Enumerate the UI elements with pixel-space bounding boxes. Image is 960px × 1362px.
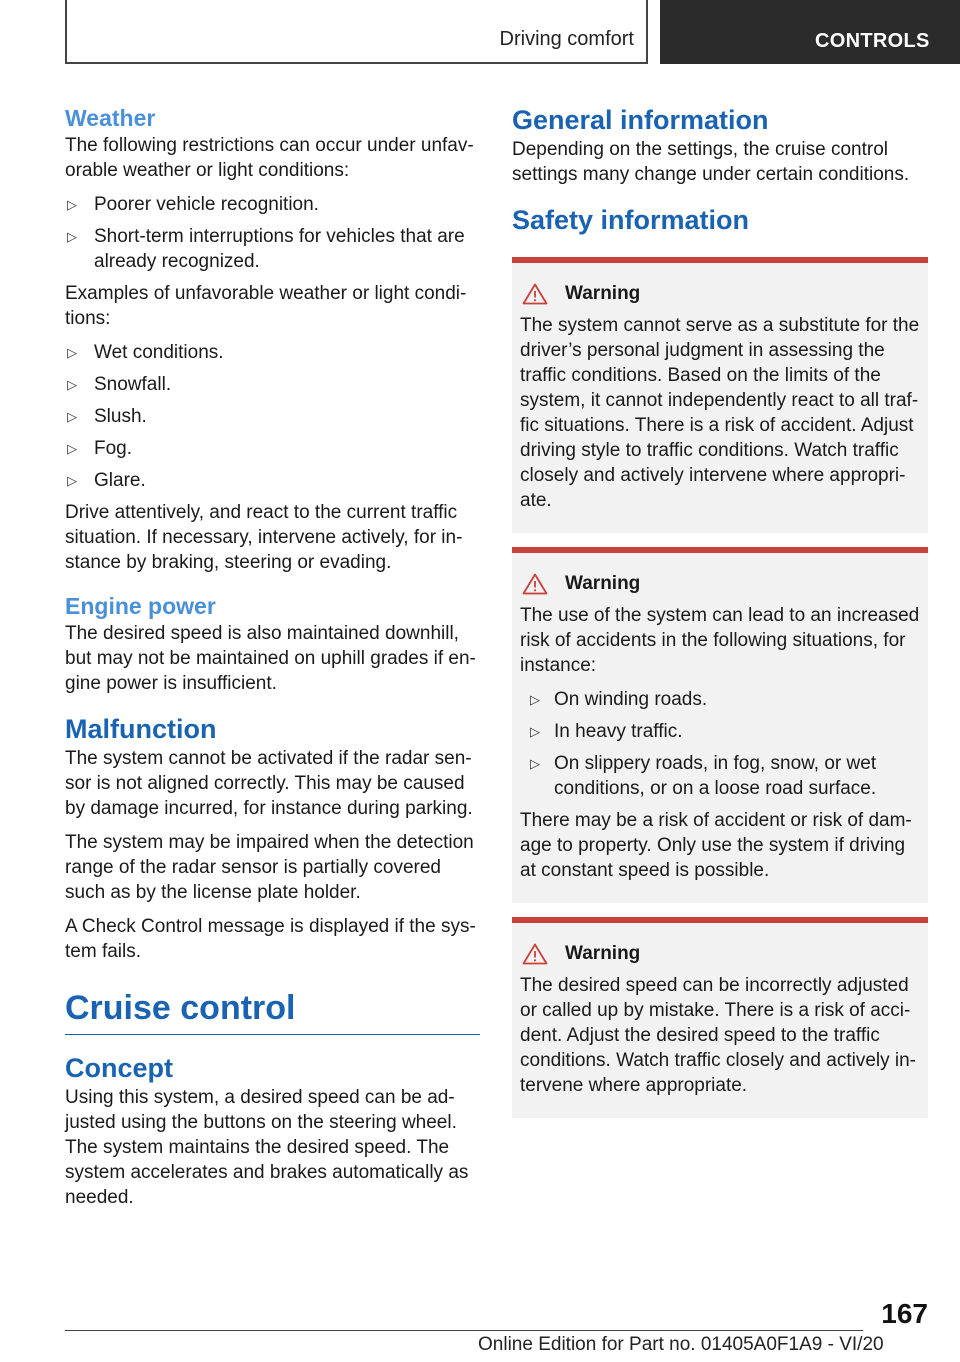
triangle-bullet-icon: ▷ <box>67 441 77 456</box>
warning-box <box>512 547 928 903</box>
engine-power-heading: Engine power <box>65 593 216 619</box>
general-information-heading: General information <box>512 105 769 135</box>
cruise-control-heading: Cruise control <box>65 989 296 1027</box>
warning-text: The use of the system can lead to an increased risk of accidents in the following situations, for instance: <box>520 605 920 676</box>
weather-intro: The following restrictions can occur under unfav‐orable weather or light conditions: <box>65 135 474 181</box>
malfunction-p2: The system may be impaired when the detection range of the radar sensor is partially covered such as by the license plate holder. <box>65 832 474 903</box>
concept-heading: Concept <box>65 1053 173 1083</box>
page-number: 167 <box>881 1298 928 1329</box>
list-item: ▷ Slush. <box>67 406 147 427</box>
weather-examples-list <box>65 340 480 493</box>
triangle-bullet-icon: ▷ <box>530 692 540 707</box>
triangle-bullet-icon: ▷ <box>67 377 77 392</box>
malfunction-p3: A Check Control message is displayed if the sys‐tem fails. <box>65 916 476 962</box>
weather-heading: Weather <box>65 105 156 131</box>
warning-header <box>520 941 922 966</box>
list-item: ▷ Fog. <box>67 438 133 459</box>
list-item: ▷ On slippery roads, in fog, snow, or wet conditions, or on a loose road surface. <box>530 753 877 799</box>
triangle-bullet-icon: ▷ <box>67 473 77 488</box>
warning-triangle-icon <box>522 943 548 965</box>
warning-title: Warning <box>565 573 641 594</box>
triangle-bullet-icon: ▷ <box>67 197 77 212</box>
cruise-control-title-block <box>65 986 480 1035</box>
header-section-title: Driving comfort <box>499 28 634 50</box>
weather-examples: Examples of unfavorable weather or light condi‐tions: <box>65 283 467 329</box>
warning-text: The desired speed can be incorrectly adjusted or called up by mistake. There is a risk of acci‐dent. Adjust the desired speed to the traffic conditions. Watch traffic closely and actively in‐tervene where appropriate. <box>520 975 917 1096</box>
header-chapter-title: CONTROLS <box>815 30 930 52</box>
warning-after-text: There may be a risk of accident or risk of dam‐age to property. Only use the system if driving at constant speed is possible. <box>520 810 912 881</box>
weather-outro: Drive attentively, and react to the current traffic situation. If necessary, intervene actively, for in‐stance by braking, steering or evading. <box>65 502 463 573</box>
warning-situations-list <box>520 687 922 801</box>
header-section-box <box>65 0 648 64</box>
weather-restrictions-list <box>65 192 480 274</box>
footer-edition: Online Edition for Part no. 01405A0F1A9 - VI/20 <box>478 1334 884 1355</box>
warning-header <box>520 281 922 306</box>
warning-triangle-icon <box>522 283 548 305</box>
list-item: ▷ Wet conditions. <box>67 342 224 363</box>
warning-title: Warning <box>565 283 641 304</box>
warning-triangle-icon <box>522 573 548 595</box>
warning-box <box>512 917 928 1118</box>
right-column <box>512 103 928 1132</box>
malfunction-p1: The system cannot be activated if the radar sen‐sor is not aligned correctly. This may be caused by damage incurred, for instance during parking. <box>65 748 473 819</box>
list-item: ▷ On winding roads. <box>530 689 708 710</box>
triangle-bullet-icon: ▷ <box>530 756 540 771</box>
left-column <box>65 103 480 1219</box>
list-item: ▷ In heavy traffic. <box>530 721 683 742</box>
list-item: ▷ Glare. <box>67 470 146 491</box>
general-information-text: Depending on the settings, the cruise control settings many change under certain conditions. <box>512 139 910 185</box>
triangle-bullet-icon: ▷ <box>67 345 77 360</box>
list-item: ▷ Snowfall. <box>67 374 172 395</box>
triangle-bullet-icon: ▷ <box>67 409 77 424</box>
footer-divider <box>65 1330 863 1331</box>
engine-power-text: The desired speed is also maintained downhill, but may not be maintained on uphill grades if en‐gine power is insufficient. <box>65 623 476 694</box>
warning-header <box>520 571 922 596</box>
list-item: ▷ Poorer vehicle recognition. <box>67 194 319 215</box>
warning-box <box>512 257 928 533</box>
warning-text: The system cannot serve as a substitute for the driver’s personal judgment in assessing the traffic conditions. Based on the limits of the system, it cannot independently react to all traf‐fic situations. There is a risk of accident. Adjust driving style to traffic conditions. Watch traffic closely and actively intervene where appropri‐ate. <box>520 315 920 511</box>
header-chapter-tab <box>660 0 960 64</box>
malfunction-heading: Malfunction <box>65 714 217 744</box>
concept-text: Using this system, a desired speed can be ad‐justed using the buttons on the steering wheel. The system maintains the desired speed. The system accelerates and brakes automatically as needed. <box>65 1087 469 1208</box>
warning-title: Warning <box>565 943 641 964</box>
safety-information-heading: Safety information <box>512 205 750 235</box>
triangle-bullet-icon: ▷ <box>67 229 77 244</box>
list-item: ▷ Short-term interruptions for vehicles that are already recognized. <box>67 226 465 272</box>
triangle-bullet-icon: ▷ <box>530 724 540 739</box>
